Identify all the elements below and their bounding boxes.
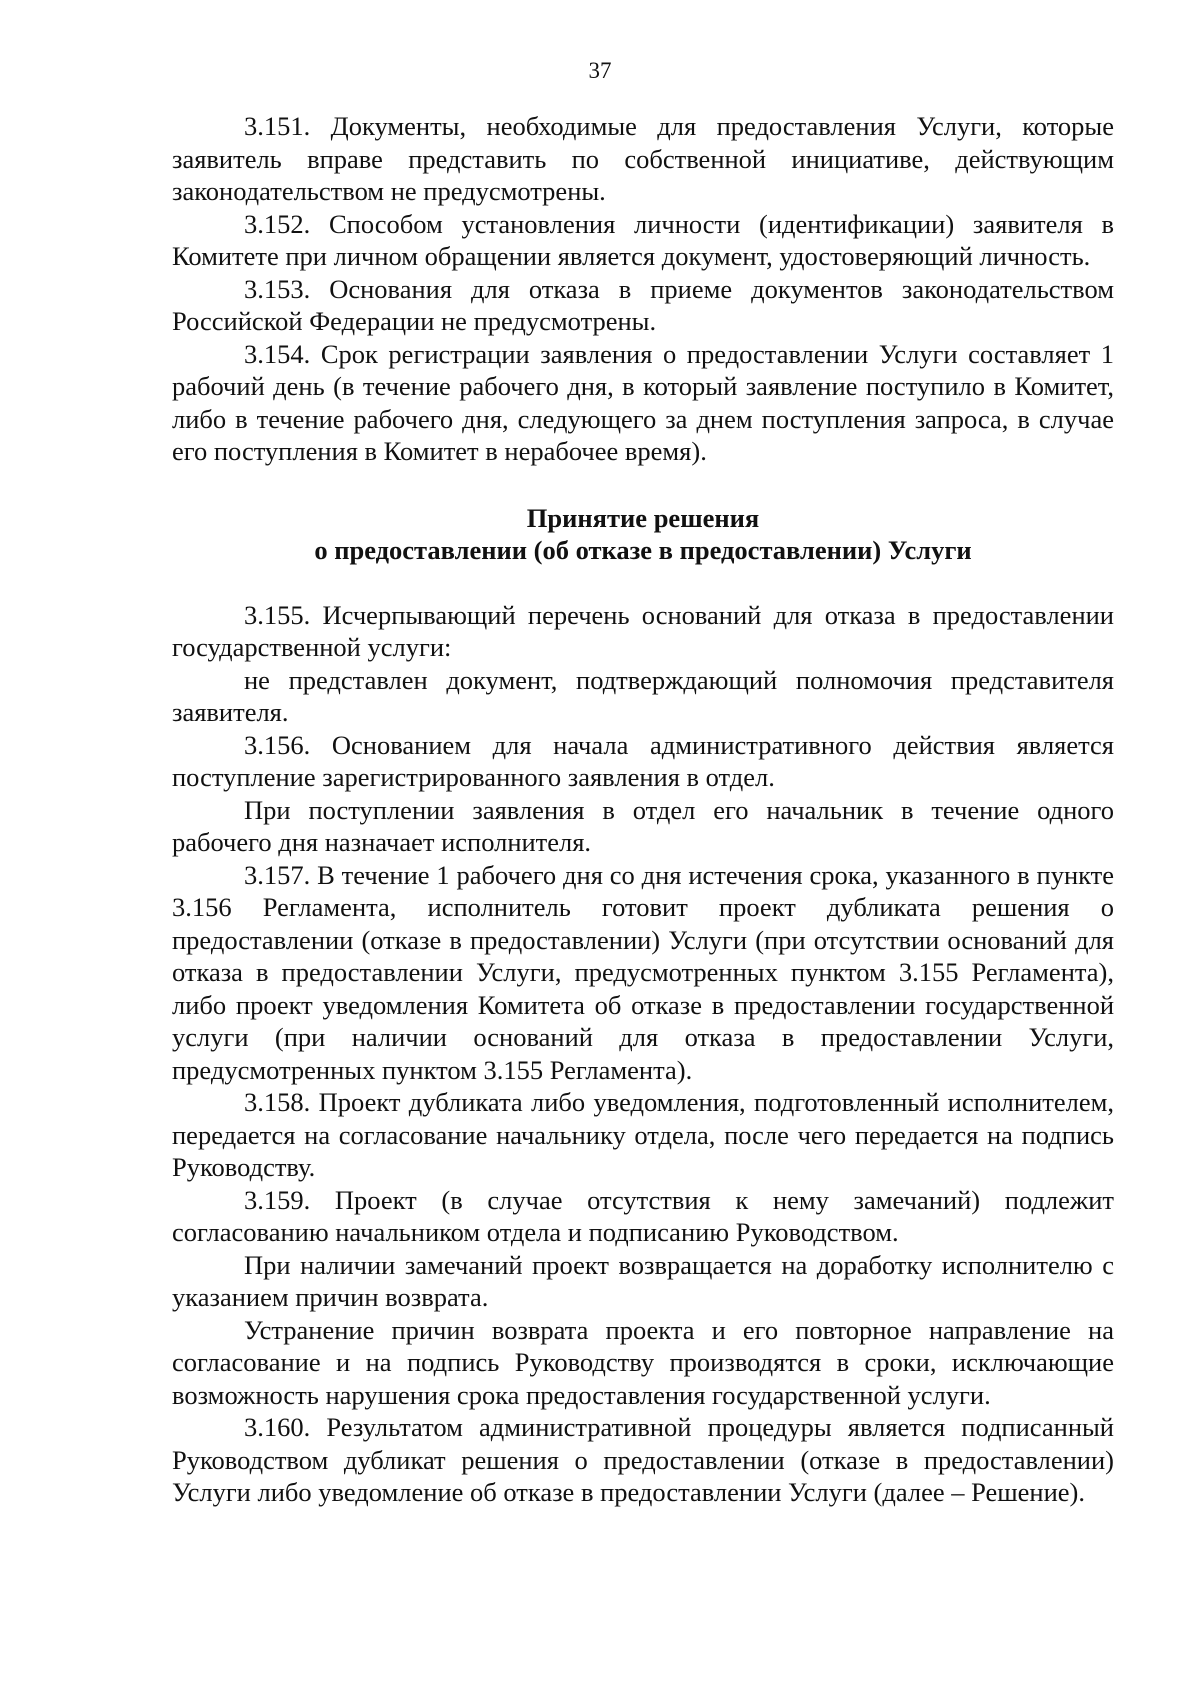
page-number: 37: [588, 58, 612, 83]
paragraph-3-158: 3.158. Проект дубликата либо уведомления, подготовленный исполнителем, передается на согласование начальнику отдела, после чего передается на подпись Руководству.: [172, 1087, 1114, 1182]
paragraph-3-156: 3.156. Основанием для начала административного действия является поступление зарегистрированного заявления в отдел.: [172, 729, 1114, 792]
paragraph-3-160: 3.160. Результатом административной процедуры является подписанный Руководством дубликат решения о предоставлении (отказе в предоставлении) Услуги либо уведомление об отказе в предоставлении Услуги (далее – Решение).: [172, 1412, 1114, 1507]
paragraph-3-151: 3.151. Документы, необходимые для предоставления Услуги, которые заявитель вправе представить по собственной инициативе, действующим законодательством не предусмотрены.: [172, 111, 1114, 206]
section-heading-line-2: о предоставлении (об отказе в предоставлении) Услуги: [314, 535, 972, 565]
paragraph-3-153: 3.153. Основания для отказа в приеме документов законодательством Российской Федерации не предусмотрены.: [172, 273, 1114, 336]
paragraph-3-155: 3.155. Исчерпывающий перечень оснований для отказа в предоставлении государственной услуги:: [172, 599, 1114, 662]
paragraph-3-159: 3.159. Проект (в случае отсутствия к нему замечаний) подлежит согласованию начальником отдела и подписанию Руководством.: [172, 1184, 1114, 1247]
paragraph-3-156-cont: При поступлении заявления в отдел его начальник в течение одного рабочего дня назначает исполнителя.: [172, 794, 1114, 857]
paragraph-3-159-cont-2: Устранение причин возврата проекта и его повторное направление на согласование и на подпись Руководству производятся в сроки, исключающие возможность нарушения срока предоставления государственной услуги.: [172, 1314, 1114, 1410]
document-body: [172, 110, 1114, 1509]
section-heading-line-1: Принятие решения: [526, 502, 760, 533]
paragraph-3-154: 3.154. Срок регистрации заявления о предоставлении Услуги составляет 1 рабочий день (в течение рабочего дня, в который заявление поступило в Комитет, либо в течение рабочего дня, следующего за днем поступления запроса, в случае его поступления в Комитет в нерабочее время).: [172, 338, 1114, 466]
section-spacer: [172, 567, 1114, 599]
paragraph-3-155-item: не представлен документ, подтверждающий полномочия представителя заявителя.: [172, 664, 1114, 727]
section-heading: [172, 502, 1114, 567]
paragraph-3-157: 3.157. В течение 1 рабочего дня со дня истечения срока, указанного в пункте 3.156 Регламента, исполнитель готовит проект дубликата решения о предоставлении (отказе в предоставлении) Услуги (при отсутствии оснований для отказа в предоставлении Услуги, предусмотренных пунктом 3.155 Регламента), либо проект уведомления Комитета об отказе в предоставлении государственной услуги (при наличии оснований для отказа в предоставлении Услуги, предусмотренных пунктом 3.155 Регламента).: [172, 859, 1114, 1085]
paragraph-3-159-cont-1: При наличии замечаний проект возвращается на доработку исполнителю с указанием причин возврата.: [172, 1249, 1114, 1312]
paragraph-3-152: 3.152. Способом установления личности (идентификации) заявителя в Комитете при личном обращении является документ, удостоверяющий личность.: [172, 208, 1114, 271]
